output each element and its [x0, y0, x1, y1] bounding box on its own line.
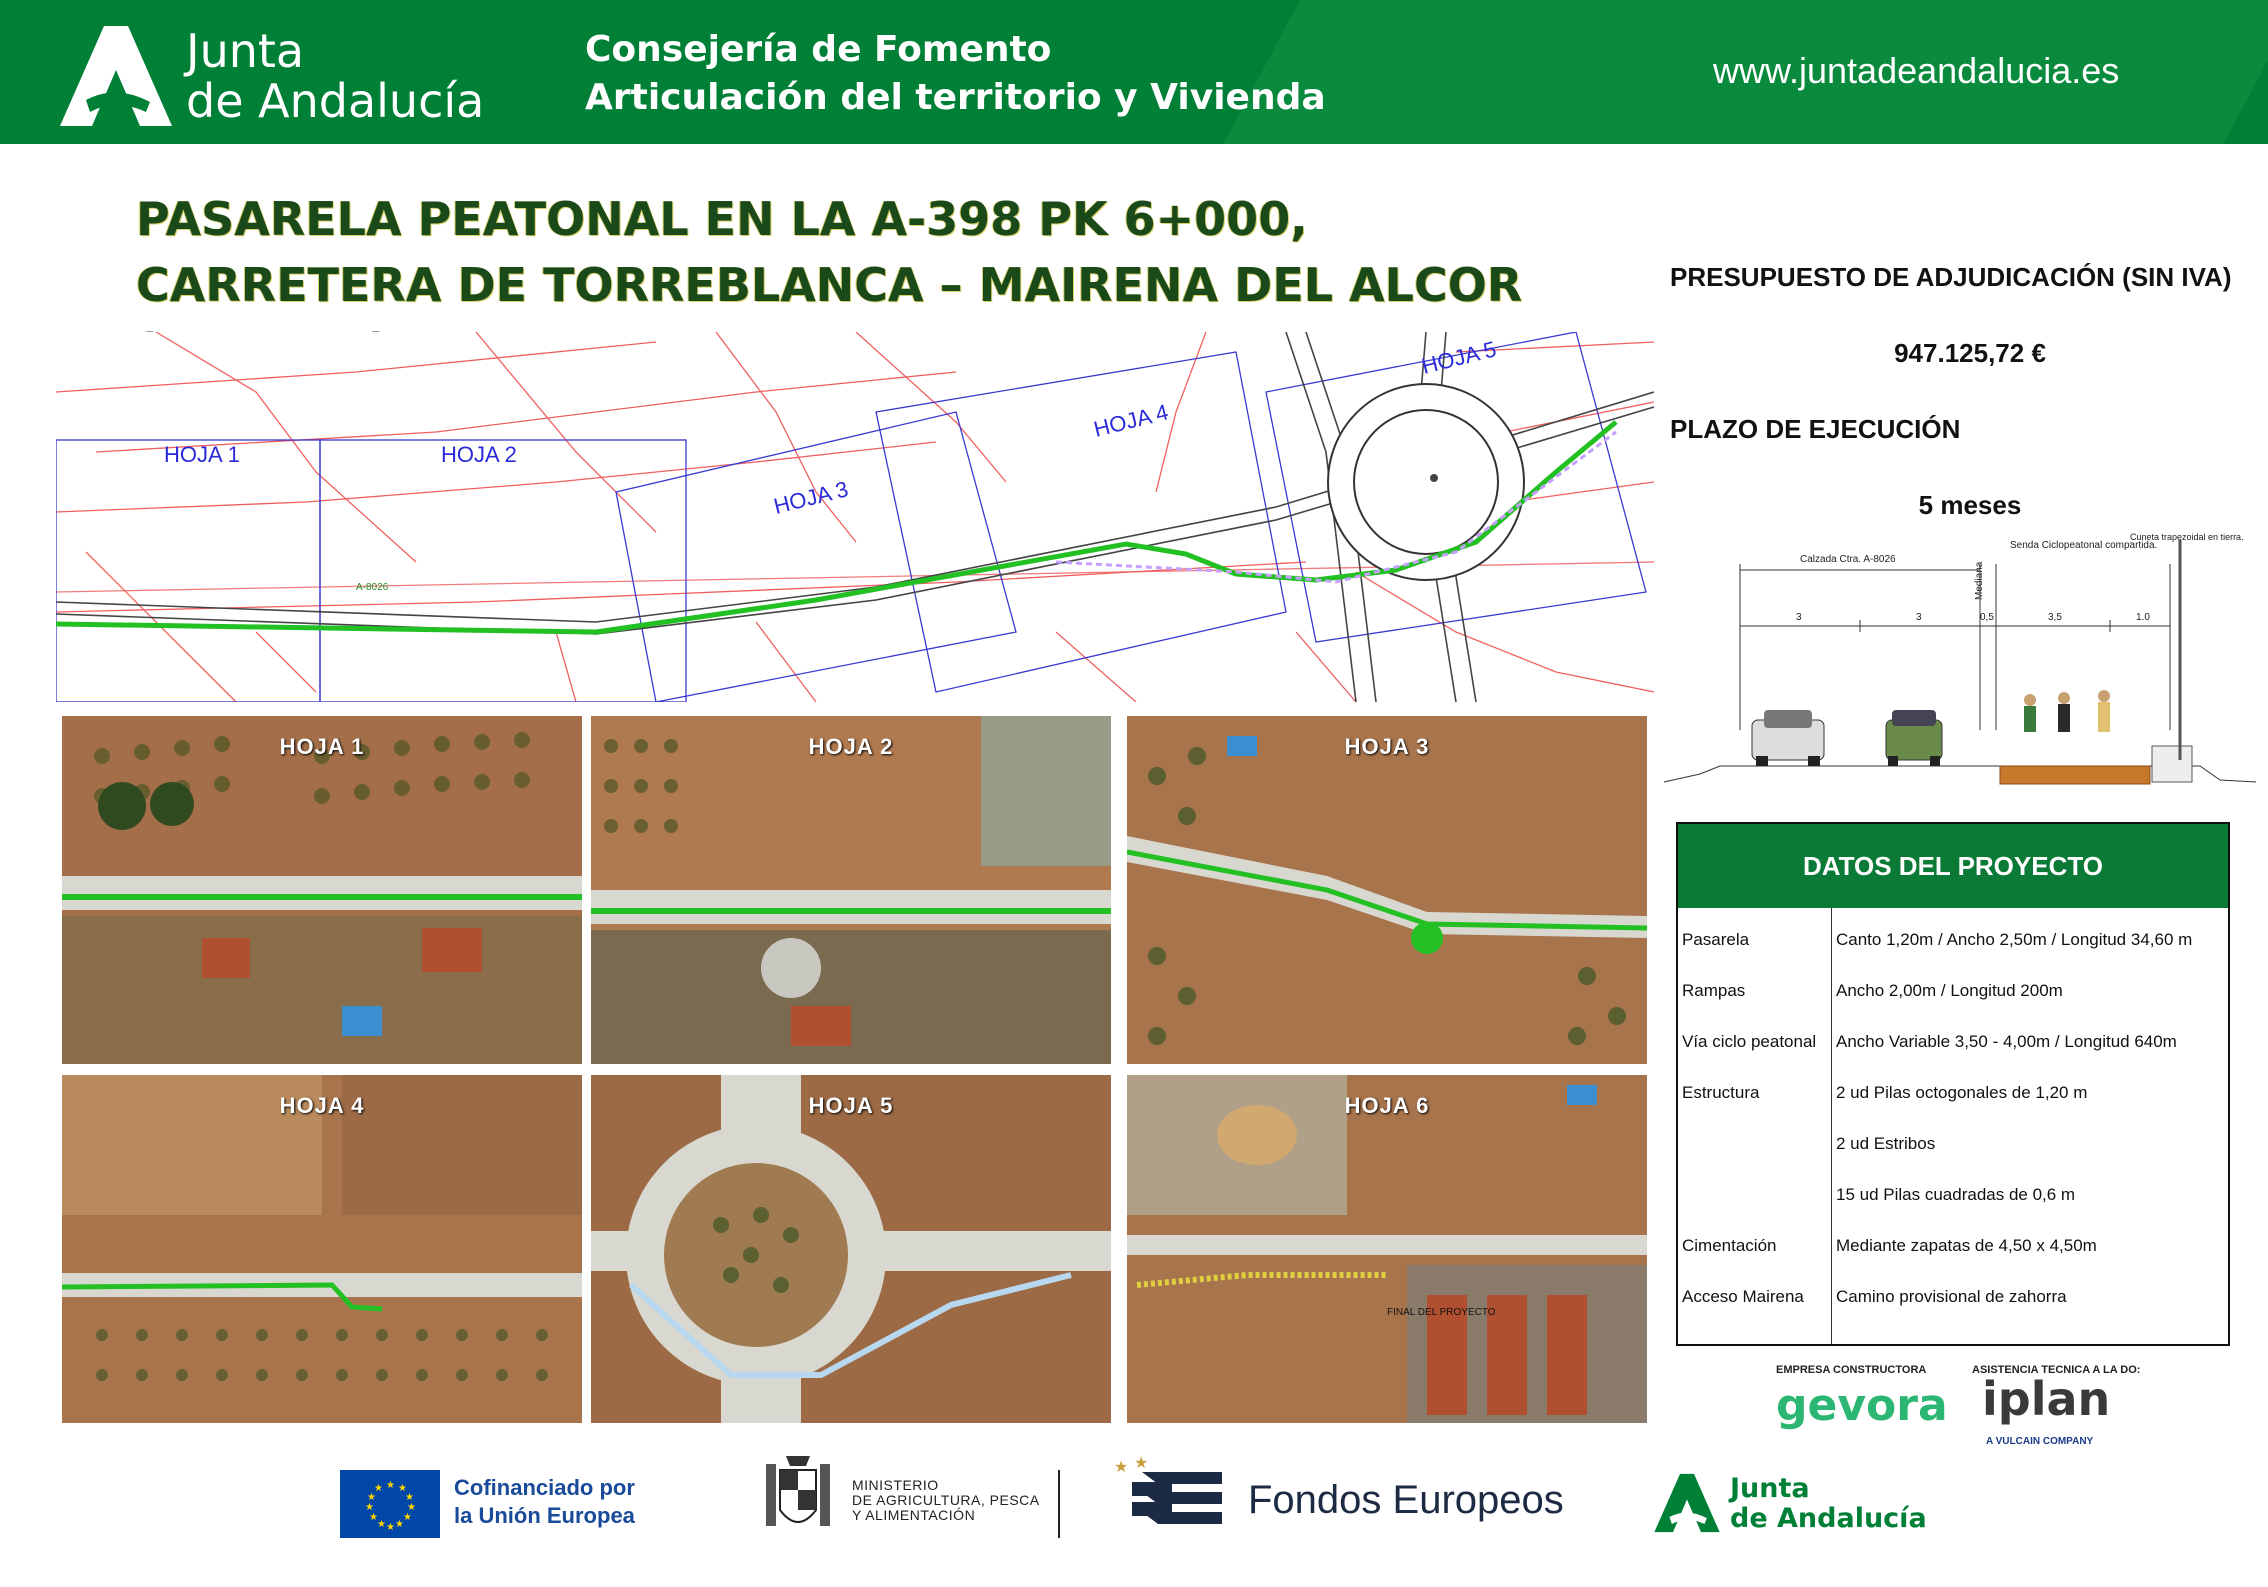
ortho-tile-5: [591, 1075, 1111, 1423]
ortho-tile-3: [1127, 716, 1647, 1064]
sheet-label-4: HOJA 4: [1091, 399, 1171, 442]
table-row: [1678, 1222, 2228, 1273]
section-dim-1: 3: [1796, 612, 1802, 623]
cross-section-drawing: [1660, 520, 2260, 790]
svg-text:★: ★: [369, 1512, 378, 1523]
svg-text:★: ★: [367, 1492, 376, 1503]
section-dim-4: 3,5: [2048, 612, 2062, 623]
sheet-label-1: HOJA 1: [164, 442, 240, 467]
section-dim-3: 0,5: [1980, 612, 1994, 623]
row-value: Ancho 2,00m / Longitud 200m: [1836, 981, 2063, 1000]
table-row: [1678, 1273, 2228, 1324]
eu-line1: Cofinanciado por: [454, 1475, 635, 1500]
plan-drawing: [56, 332, 1654, 702]
tile-title-1: HOJA 1: [279, 734, 365, 759]
ministerio-text: [852, 1478, 1040, 1523]
iplan-logo: iplan: [1982, 1372, 2111, 1426]
junta-footer-line1: Junta: [1730, 1473, 1810, 1504]
brand-line1: Junta: [186, 24, 305, 78]
tile-title-4: HOJA 4: [279, 1093, 365, 1118]
brand-name: [186, 26, 484, 126]
row-value: 2 ud Estribos: [1836, 1134, 1936, 1153]
sheet-label-3: HOJA 3: [771, 476, 851, 519]
project-data-body: [1678, 908, 2228, 1344]
eu-line2: la Unión Europea: [454, 1503, 635, 1528]
row-value: Ancho Variable 3,50 - 4,00m / Longitud 640m: [1836, 1032, 2177, 1051]
sheet-label-5: HOJA 5: [1419, 336, 1499, 379]
junta-logo-icon: [56, 22, 176, 130]
section-label-cuneta: Cuneta trapezoidal en tierra.: [2130, 532, 2244, 542]
ortho-image-2: [591, 716, 1111, 1064]
ortho-tile-2: [591, 716, 1111, 1064]
ortho-tile-4: [62, 1075, 582, 1423]
section-label-mediana: Mediana: [1974, 561, 1985, 600]
row-key: Acceso Mairena: [1682, 1287, 1804, 1306]
spain-shield-icon: [756, 1450, 840, 1540]
row-key: Rampas: [1682, 981, 1746, 1000]
svg-text:★: ★: [398, 1483, 407, 1494]
junta-footer-text: [1730, 1474, 1927, 1534]
path-pavement: [2000, 766, 2150, 784]
ortho-image-1: [62, 716, 582, 1064]
section-dim-2: 3: [1916, 612, 1922, 623]
title-line2: CARRETERA DE TORREBLANCA – MAIRENA DEL ALCOR: [136, 258, 1523, 312]
svg-text:★: ★: [403, 1512, 412, 1523]
term-value: 5 meses: [1918, 490, 2022, 520]
ministerio-line2: DE AGRICULTURA, PESCA: [852, 1492, 1040, 1508]
table-row: [1678, 967, 2228, 1018]
cyclist-icons: [2024, 690, 2110, 732]
junta-footer-logo-icon: [1652, 1470, 1722, 1536]
roundabout-inner: [1354, 410, 1498, 554]
constructora-label: EMPRESA CONSTRUCTORA: [1776, 1364, 1927, 1376]
tile-title-3: HOJA 3: [1344, 734, 1430, 759]
table-row: [1678, 1171, 2228, 1222]
fondos-europeos-text: Fondos Europeos: [1248, 1478, 1564, 1522]
roundabout-center: [1430, 474, 1438, 482]
ortho-tile-6: [1127, 1075, 1647, 1423]
ortho-image-5: [591, 1075, 1111, 1423]
car-icon: [1752, 710, 1824, 766]
svg-text:★: ★: [405, 1492, 414, 1503]
fondos-europeos-icon: [1112, 1452, 1232, 1540]
table-row: [1678, 1120, 2228, 1171]
budget-label: PRESUPUESTO DE ADJUDICACIÓN (SIN IVA): [1670, 262, 2232, 292]
svg-text:★: ★: [386, 1522, 395, 1533]
row-key: Estructura: [1682, 1083, 1760, 1102]
brand-line2: de Andalucía: [186, 74, 485, 128]
junta-footer-line2: de Andalucía: [1730, 1503, 1927, 1534]
asistencia-label: ASISTENCIA TECNICA A LA DO:: [1972, 1364, 2141, 1376]
website-link[interactable]: www.juntadeandalucia.es: [1713, 50, 2120, 91]
svg-text:★: ★: [407, 1502, 416, 1513]
sheet-labels: [164, 336, 1499, 519]
row-value: Camino provisional de zahorra: [1836, 1287, 2067, 1306]
table-row: [1678, 916, 2228, 967]
section-dim-5: 1.0: [2136, 612, 2150, 623]
term-label: PLAZO DE EJECUCIÓN: [1670, 414, 1961, 444]
table-row: [1678, 1018, 2228, 1069]
consejeria-name: [585, 26, 1326, 122]
footer-divider: [1058, 1470, 1060, 1538]
ministerio-line3: Y ALIMENTACIÓN: [852, 1507, 976, 1523]
ortho-tile-1: [62, 716, 582, 1064]
section-label-calzada: Calzada Ctra. A-8026: [1800, 554, 1896, 565]
consejeria-line2: Articulación del territorio y Vivienda: [585, 77, 1326, 118]
svg-text:★: ★: [1114, 1457, 1129, 1476]
eu-cofinancing-text: [454, 1474, 635, 1530]
car-rear-icon: [1886, 710, 1942, 766]
section-label-senda: Senda Ciclopeatonal compartida.: [2010, 540, 2158, 551]
svg-text:★: ★: [374, 1483, 383, 1494]
ditch-block: [2152, 746, 2192, 782]
budget-value: 947.125,72 €: [1894, 338, 2046, 368]
row-key: Vía ciclo peatonal: [1682, 1032, 1817, 1051]
tile-6-annotation: FINAL DEL PROYECTO: [1387, 1307, 1496, 1318]
ministerio-line1: MINISTERIO: [852, 1477, 939, 1493]
svg-text:★: ★: [365, 1502, 374, 1513]
eu-flag-icon: [340, 1470, 440, 1538]
tile-title-6: HOJA 6: [1344, 1093, 1430, 1118]
ortho-image-3: [1127, 716, 1647, 1064]
row-key: Cimentación: [1682, 1236, 1777, 1255]
svg-text:★: ★: [386, 1480, 395, 1491]
gevora-logo: gevora: [1776, 1380, 1948, 1431]
svg-text:★: ★: [395, 1519, 404, 1530]
row-key: Pasarela: [1682, 930, 1750, 949]
table-row: [1678, 1069, 2228, 1120]
tile-title-2: HOJA 2: [808, 734, 894, 759]
ortho-image-6: [1127, 1075, 1647, 1423]
project-data-title: DATOS DEL PROYECTO: [1678, 824, 2228, 908]
svg-text:★: ★: [1134, 1453, 1149, 1472]
iplan-subtitle: A VULCAIN COMPANY: [1986, 1436, 2094, 1447]
row-value: 2 ud Pilas octogonales de 1,20 m: [1836, 1083, 2088, 1102]
row-value: Canto 1,20m / Ancho 2,50m / Longitud 34,60 m: [1836, 930, 2193, 949]
row-value: Mediante zapatas de 4,50 x 4,50m: [1836, 1236, 2097, 1255]
plan-road-label: A-8026: [356, 582, 389, 593]
project-data-table: [1676, 822, 2230, 1346]
consejeria-line1: Consejería de Fomento: [585, 29, 1052, 70]
header-bar: [0, 0, 2268, 144]
tile-title-5: HOJA 5: [808, 1093, 894, 1118]
ortho-image-4: [62, 1075, 582, 1423]
title-line1: PASARELA PEATONAL EN LA A-398 PK 6+000,: [136, 192, 1308, 246]
sheet-label-2: HOJA 2: [441, 442, 517, 467]
svg-text:★: ★: [377, 1519, 386, 1530]
row-value: 15 ud Pilas cuadradas de 0,6 m: [1836, 1185, 2076, 1204]
cross-section: [1660, 520, 2260, 790]
plan-map: [56, 332, 1654, 702]
